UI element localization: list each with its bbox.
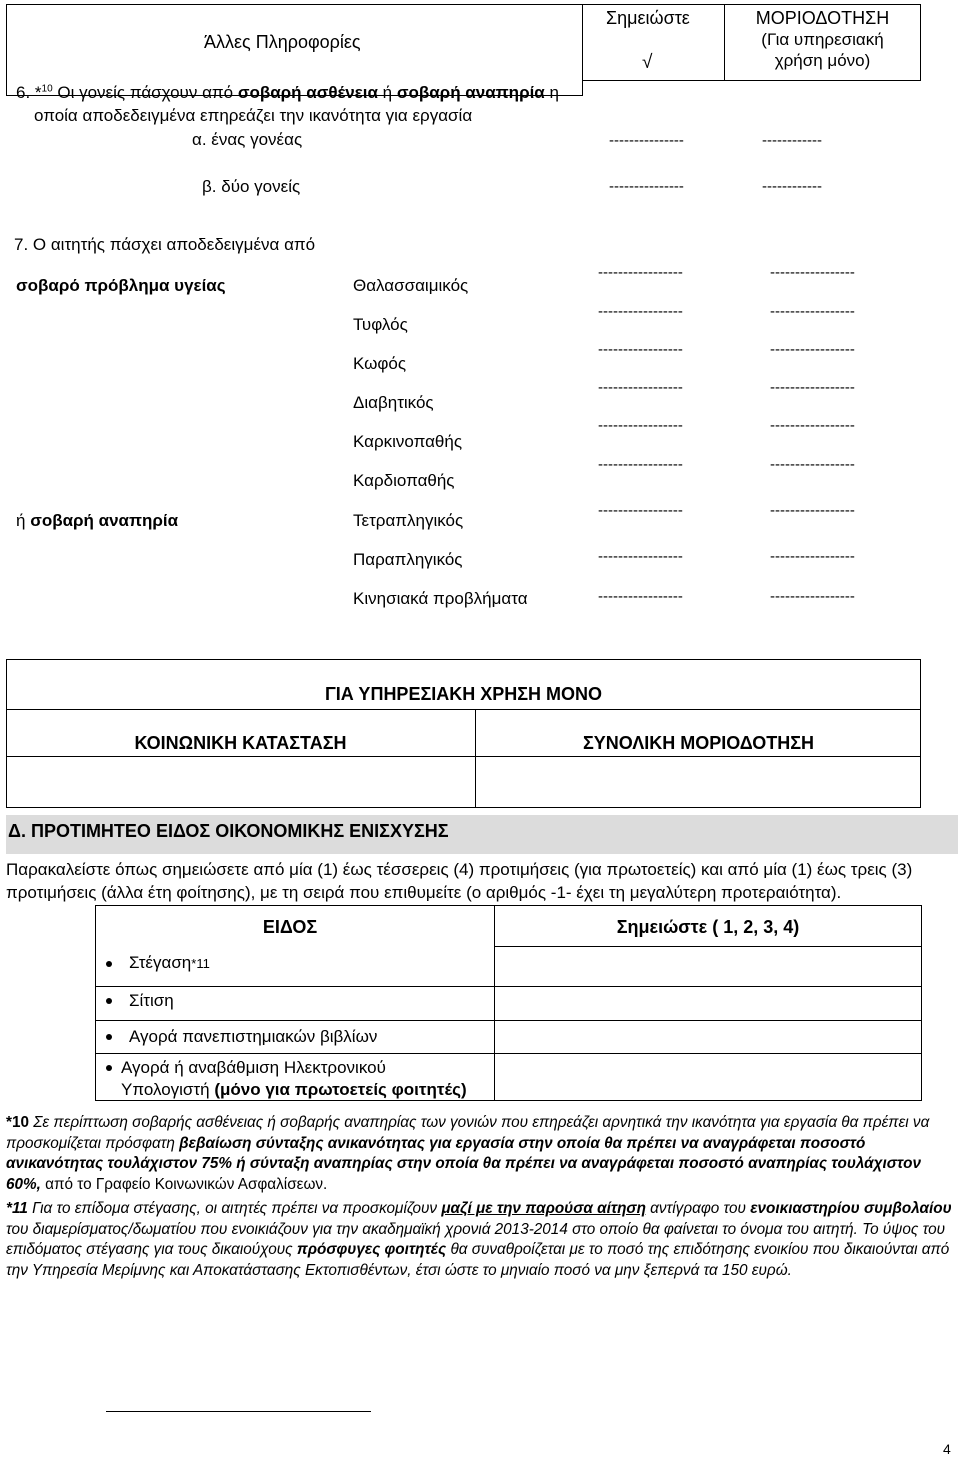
mark-dash[interactable]: ----------------- bbox=[598, 588, 683, 605]
score-dash[interactable]: ----------------- bbox=[770, 379, 855, 396]
condition-label: Θαλασσαιμικός bbox=[353, 276, 469, 295]
score-dash-b[interactable]: ------------ bbox=[762, 178, 822, 195]
score-dash[interactable]: ----------------- bbox=[770, 417, 855, 434]
disability-category: ή σοβαρή αναπηρία bbox=[16, 511, 179, 530]
check-mark: √ bbox=[642, 52, 653, 73]
footnote-10: *10 Σε περίπτωση σοβαρής ασθένειας ή σοβαρής αναπηρίας των γονιών που επηρεάζει αρνητικά την ικανότητα για εργασία θα πρέπει να προσκομίζεται πρόσφατη βεβαίωση σύνταξης ανικανότητας για εργασία στην οποία θα πρέπει να αναγράφεται ποσοστό ανικανότητας τουλάχιστον 75% ή σύνταξη αναπηρίας στην οποία θα πρέπει να αναγράφεται ποσοστό αναπηρίας τουλάχιστον 60%, από το Γραφείο Κοινωνικών Ασφαλίσεων. bbox=[6, 1114, 930, 1193]
condition-label: Διαβητικός bbox=[353, 393, 434, 412]
mark-cell-computer[interactable] bbox=[495, 1054, 921, 1100]
section-d-intro-2: προτιμήσεις (άλλα έτη φοίτησης), με τη σειρά που επιθυμείτε (ο αριθμός -1- έχει τη μεγαλύτερη προτεραιότητα). bbox=[6, 883, 842, 902]
option-housing: Στέγαση*11 bbox=[129, 953, 210, 972]
bullet-icon bbox=[106, 1065, 112, 1071]
score-dash[interactable]: ----------------- bbox=[770, 502, 855, 519]
mark-dash[interactable]: ----------------- bbox=[598, 417, 683, 434]
condition-label: Κωφός bbox=[353, 354, 407, 373]
mark-dash[interactable]: ----------------- bbox=[598, 456, 683, 473]
score-dash[interactable]: ----------------- bbox=[770, 264, 855, 281]
score-header-line1: ΜΟΡΙΟΔΟΤΗΣΗ bbox=[755, 8, 890, 28]
condition-label: Καρδιοπαθής bbox=[353, 471, 455, 490]
question-6-line2: οποία αποδεδειγμένα επηρεάζει την ικανότητα για εργασία bbox=[34, 106, 473, 125]
condition-label: Τυφλός bbox=[353, 315, 408, 334]
score-header-line2: (Για υπηρεσιακή bbox=[761, 30, 884, 49]
condition-label: Παραπληγικός bbox=[353, 550, 463, 569]
option-books: Αγορά πανεπιστημιακών βιβλίων bbox=[129, 1027, 378, 1046]
type-column-header: ΕΙΔΟΣ bbox=[262, 917, 318, 937]
condition-label: Τετραπληγικός bbox=[353, 511, 464, 530]
condition-label: Καρκινοπαθής bbox=[353, 432, 463, 451]
mark-header: Σημειώστε bbox=[606, 8, 690, 28]
mark-cell-meals[interactable] bbox=[495, 987, 921, 1020]
mark-dash[interactable]: ----------------- bbox=[598, 548, 683, 565]
footnote-separator bbox=[106, 1411, 371, 1412]
option-one-parent: α. ένας γονέας bbox=[192, 130, 303, 149]
social-status-field[interactable] bbox=[7, 757, 475, 807]
social-status-header: ΚΟΙΝΩΝΙΚΗ ΚΑΤΑΣΤΑΣΗ bbox=[134, 733, 347, 753]
bullet-icon bbox=[106, 961, 112, 967]
score-header bbox=[726, 8, 919, 71]
page-number: 4 bbox=[943, 1441, 951, 1457]
mark-column-header: Σημειώστε ( 1, 2, 3, 4) bbox=[616, 917, 800, 937]
total-score-header: ΣΥΝΟΛΙΚΗ ΜΟΡΙΟΔΟΤΗΣΗ bbox=[582, 733, 815, 753]
score-dash[interactable]: ----------------- bbox=[770, 341, 855, 358]
mark-dash-b[interactable]: --------------- bbox=[609, 178, 684, 195]
footnote-11: *11 Για το επίδομα στέγασης, οι αιτητές πρέπει να προσκομίζουν μαζί με την παρούσα αίτηση αντίγραφο του ενοικιαστηρίου συμβολαίου του διαμερίσματος/δωματίου που ενοικιάζουν για την ακαδημαϊκή χρονιά 2013-2014 στο οποίο θα φαίνεται το όνομα του αιτητή. Το ύψος του επιδόματος στέγασης για τους δικαιούχους πρόσφυγες φοιτητές θα συναθροίζεται με το ποσό της επιδότησης ενοικίου που δικαιούνται από την Υπηρεσία Μερίμνης και Αποκατάστασης Εκτοπισθέντων, έτσι ώστε το μηνιαίο ποσό να μην ξεπερνά τα 150 ευρώ. bbox=[6, 1200, 952, 1279]
score-dash[interactable]: ----------------- bbox=[770, 588, 855, 605]
mark-cell-housing[interactable] bbox=[495, 947, 921, 986]
section-d-heading: Δ. ΠΡΟΤΙΜΗΤΕΟ ΕΙΔΟΣ ΟΙΚΟΝΟΜΙΚΗΣ ΕΝΙΣΧΥΣΗΣ bbox=[8, 821, 449, 841]
bullet-icon bbox=[106, 1034, 112, 1040]
question-6: 6. *$^{10}$ Οι γονείς πάσχουν από σοβαρή ασθένεια ή σοβαρή αναπηρία η bbox=[16, 83, 559, 102]
score-dash[interactable]: ----------------- bbox=[770, 548, 855, 565]
office-use-title: ΓΙΑ ΥΠΗΡΕΣΙΑΚΗ ΧΡΗΣΗ ΜΟΝΟ bbox=[324, 684, 603, 704]
score-dash-a[interactable]: ------------ bbox=[762, 132, 822, 149]
other-info-title: Άλλες Πληροφορίες bbox=[204, 32, 361, 52]
mark-dash[interactable]: ----------------- bbox=[598, 379, 683, 396]
condition-label: Κινησιακά προβλήματα bbox=[353, 589, 528, 608]
option-meals: Σίτιση bbox=[129, 991, 174, 1010]
mark-dash-a[interactable]: --------------- bbox=[609, 132, 684, 149]
mark-dash[interactable]: ----------------- bbox=[598, 264, 683, 281]
mark-cell-books[interactable] bbox=[495, 1021, 921, 1053]
mark-dash[interactable]: ----------------- bbox=[598, 502, 683, 519]
section-d-intro-1: Παρακαλείστε όπως σημειώσετε από μία (1) έως τέσσερεις (4) προτιμήσεις (για πρωτοετείς) και από μία (1) έως τρεις (3) bbox=[6, 860, 913, 879]
office-subheader-line bbox=[6, 709, 921, 710]
mark-dash[interactable]: ----------------- bbox=[598, 341, 683, 358]
score-dash[interactable]: ----------------- bbox=[770, 303, 855, 320]
option-two-parents: β. δύο γονείς bbox=[202, 177, 301, 196]
total-score-field[interactable] bbox=[476, 757, 920, 807]
score-header-line3: χρήση μόνο) bbox=[774, 51, 871, 70]
bullet-icon bbox=[106, 998, 112, 1004]
section-7-heading: 7. Ο αιτητής πάσχει αποδεδειγμένα από bbox=[14, 235, 316, 254]
score-dash[interactable]: ----------------- bbox=[770, 456, 855, 473]
mark-dash[interactable]: ----------------- bbox=[598, 303, 683, 320]
option-computer: Αγορά ή αναβάθμιση Ηλεκτρονικού Υπολογιστή (μόνο για πρωτοετείς φοιτητές) bbox=[121, 1058, 467, 1099]
health-category: σοβαρό πρόβλημα υγείας bbox=[16, 276, 226, 295]
